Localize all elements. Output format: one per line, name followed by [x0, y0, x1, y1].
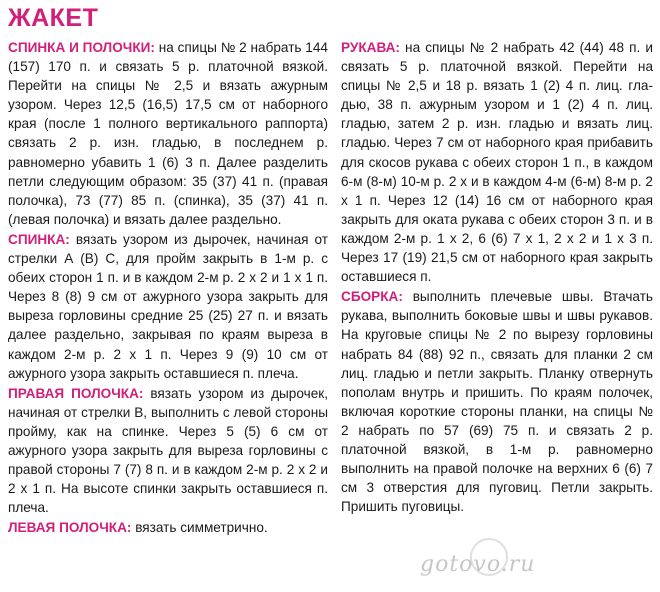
watermark: gotovo.ru	[420, 552, 536, 577]
left-column	[8, 38, 328, 538]
section-text: вязать узором из дырочек, начиная от стрелки А (В) С, для пройм закрыть в 1-м р. с обеих сторон 1 п. и в каждом 2-м р. 2 х 2 и 1 х 1 п. Через 8 (8) 9 см от ажурного узора закрыть для выреза горловины средние 25 (25) 27 п. и вязать далее раздельно, закрывая по краям выреза в каждом 2-м р. 2 х 1 п. Через 9 (9) 10 см от ажурного узора закрыть оставшиеся п. плеча.	[8, 231, 328, 381]
section-heading: ЛЕВАЯ ПОЛОЧКА:	[8, 520, 132, 536]
section-text: на спицы № 2 набрать 144 (157) 170 п. и связать 5 р. платочной вязкой. Перейти на спицы № 2,5 и вязать ажурным узором. Через 12,5 (16,5) 17,5 см от наборного края (после 1 полного вертикального раппорта) связать 2 р. изн. гладью, в последнем р. равномерно убавить 1 (6) 3 п. Далее разделить петли следующим образом: 35 (37) 41 п. (правая полочка), 73 (77) 85 п. (спинка), 35 (37) 41 п. (левая полочка) и вязать далее раздельно.	[8, 40, 328, 227]
section-text: выполнить плечевые швы. Втачать рукава, выполнить боковые швы и швы рукавов. На круговые спицы № 2 по вырезу горловины набрать 84 (88) 92 п., связать для планки 2 см лиц. гладью и петли закрыть. Планку отвернуть пополам внутрь и пришить. По краям полочек, включая короткие стороны планки, на спицы № 2 набрать по 57 (69) 75 п. и связать 2 р. платочной вязкой, в 1-м р. равномерно выполнить на правой полочке на верхних 6 (6) 7 см 3 отверстия для пуговиц. Петли закрыть. Пришить пуговицы.	[341, 289, 653, 515]
section-right-front	[8, 384, 328, 518]
section-sleeves	[341, 38, 653, 286]
section-back	[8, 230, 328, 383]
section-text: вязать симметрично.	[131, 520, 268, 536]
section-heading: РУКАВА:	[341, 40, 400, 55]
section-text: вязать узором из дырочек, начиная от стрелки В, выполнить с левой стороны пройму, как на спинке. Через 5 (5) 6 см от ажурного узора закрыть для выреза горловины с правой стороны 7 (7) 8 п. и в каждом 2-м р. 2 х 2 и 2 х 1 п. На высоте спинки закрыть оставшиеся п. плеча.	[8, 385, 328, 516]
section-assembly	[341, 287, 653, 516]
section-text: на спицы № 2 набрать 42 (44) 48 п. и связать 5 р. платочной вязкой. Перейти на спицы № 2,5 и 18 р. вязать 1 (2) 4 п. лиц. гладью, 38 п. ажурным узором и 1 (2) 4 п. лиц. гладью, затем 2 р. изн. гладью и вязать лиц. гладью. Через 7 см от наборного края прибавить для скосов рукава с обеих сторон 1 п., в каждом 6-м (8-м) 10-м р. 2 х и в каждом 4-м (6-м) 8-м р. 2 х 1 п. Через 12 (14) 16 см от наборного края закрыть для оката рукава с обеих сторон 3 п. и в каждом 2-м р. 1 х 2, 6 (6) 7 х 1, 2 х 2 и 1 х 3 п. Через 17 (19) 21,5 см от наборного края закрыть оставшиеся п.	[341, 40, 653, 285]
section-left-front	[8, 518, 328, 537]
section-heading: СПИНКА:	[8, 231, 70, 247]
section-heading: СПИНКА И ПОЛОЧКИ:	[8, 40, 155, 55]
section-heading: СБОРКА:	[341, 289, 403, 305]
right-column	[341, 38, 653, 517]
page-title: ЖАКЕТ	[8, 4, 99, 32]
section-back-and-fronts	[8, 38, 328, 229]
section-heading: ПРАВАЯ ПОЛОЧКА:	[8, 385, 144, 401]
